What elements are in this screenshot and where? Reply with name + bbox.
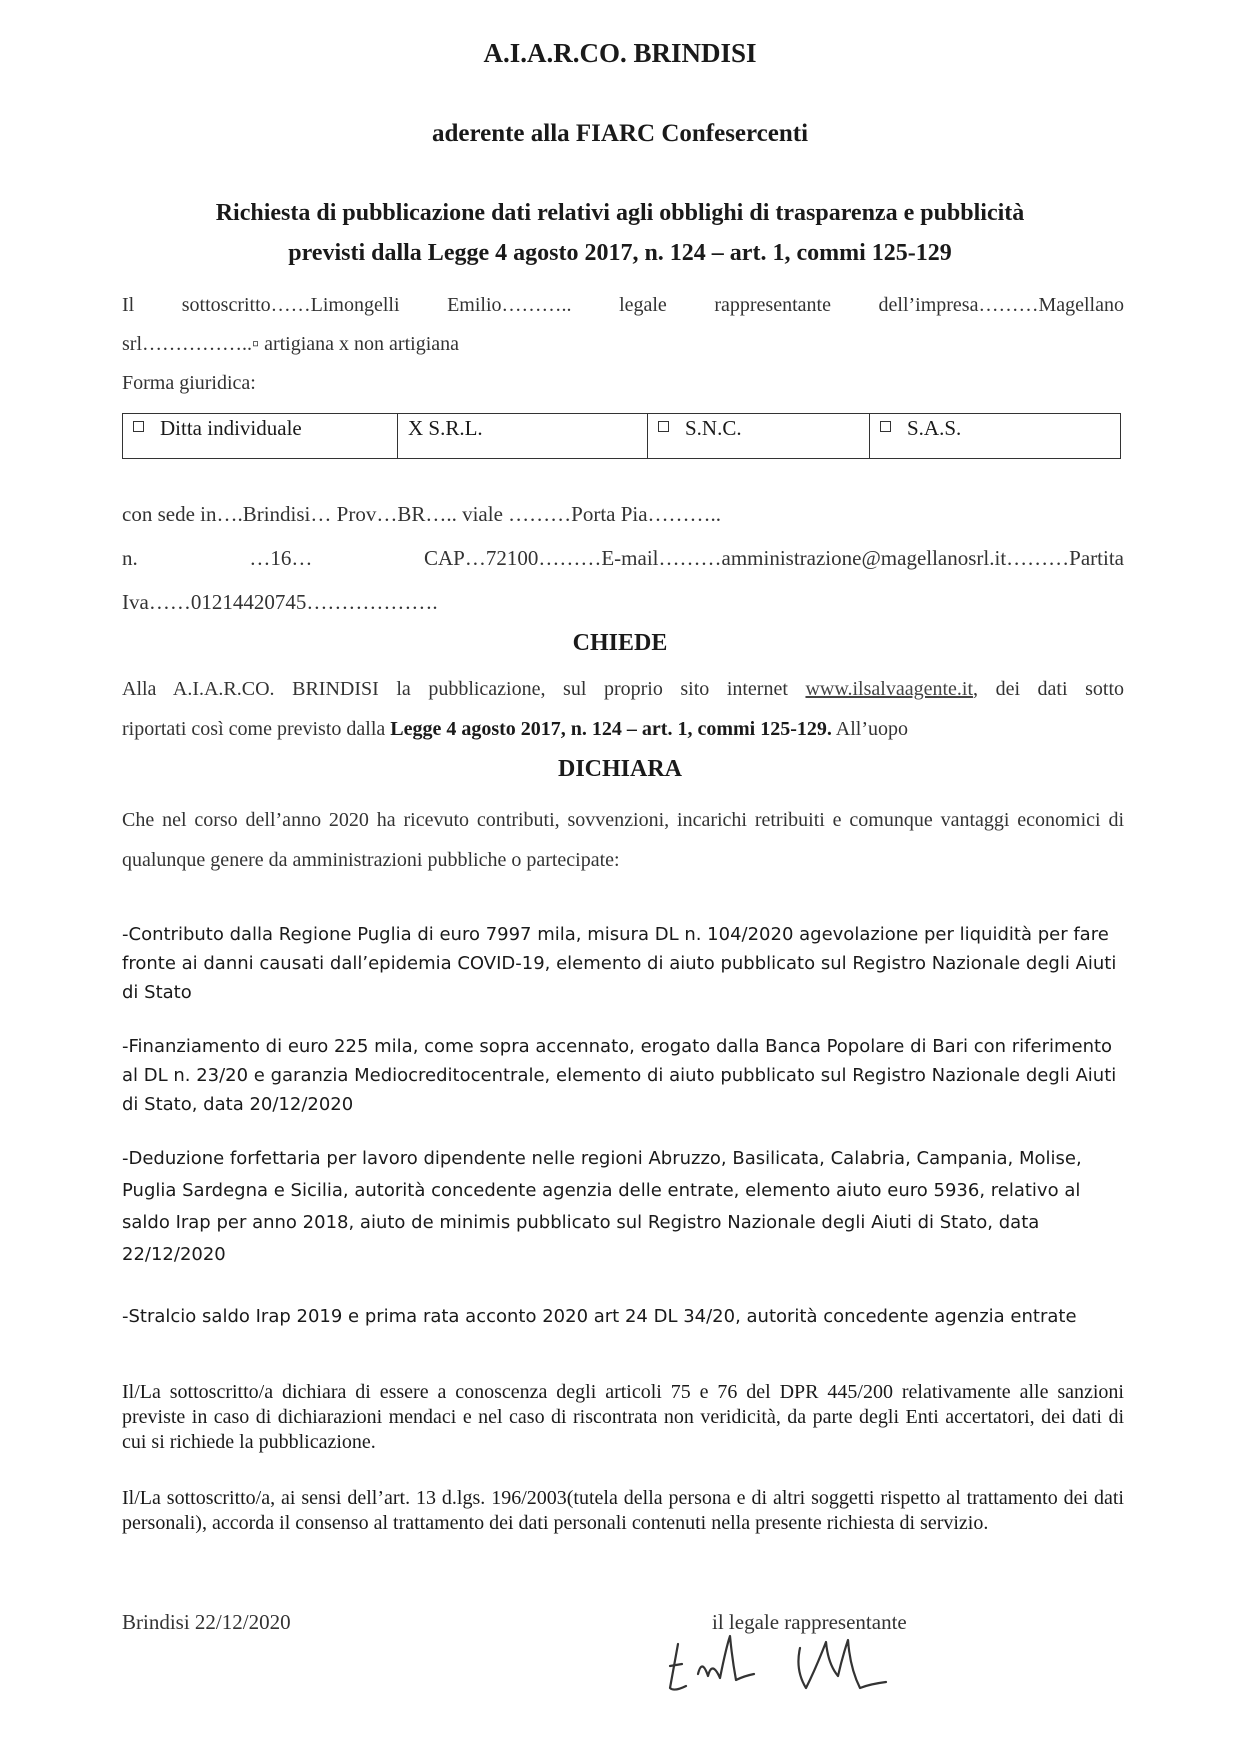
handwritten-signature <box>650 1618 950 1708</box>
dichiara-intro: Che nel corso dell’anno 2020 ha ricevuto contributi, sovvenzioni, incarichi retribuiti e comunque vantaggi economici di qualunque genere da amministrazioni pubbliche o partecipate: <box>122 809 1124 871</box>
chiede-text-b: , dei dati sotto <box>973 678 1124 700</box>
legal-form-snc: S.N.C. <box>685 416 742 440</box>
request-title-line2: previsti dalla Legge 4 agosto 2017, n. 124 – art. 1, commi 125-129 <box>288 240 952 266</box>
place-date: Brindisi 22/12/2020 <box>122 1610 291 1634</box>
request-title-line1: Richiesta di pubblicazione dati relativi agli obblighi di trasparenza e pubblicità <box>215 200 1025 226</box>
checkbox-icon <box>880 421 891 432</box>
legal-form-srl: X S.R.L. <box>408 416 483 440</box>
chiede-text-c: riportati così come previsto dalla <box>122 718 391 740</box>
contact-line: n. …16… CAP…72100………E-mail………amministrazione@magellanosrl.it………Partita <box>122 546 1124 570</box>
checkbox-icon <box>133 421 144 432</box>
aid-item-4: -Stralcio saldo Irap 2019 e prima rata acconto 2020 art 24 DL 34/20, autorità concedente agenzia entrate <box>122 1306 1077 1327</box>
legal-form-cell <box>123 414 398 458</box>
law-reference: Legge 4 agosto 2017, n. 124 – art. 1, commi 125-129. <box>390 718 832 740</box>
legal-form-ditta: Ditta individuale <box>160 416 302 440</box>
website-link[interactable]: www.ilsalvaagente.it <box>805 678 974 700</box>
legal-form-table <box>122 413 1121 459</box>
chiede-text-d: All’uopo <box>831 718 909 740</box>
legal-form-cell <box>398 414 648 458</box>
chiede-heading: CHIEDE <box>572 630 668 656</box>
declaration-paragraph: Il/La sottoscritto/a dichiara di essere a conoscenza degli articoli 75 e 76 del DPR 445/200 relativamente alle sanzioni previste in caso di dichiarazioni mendaci e nel caso di riscontrata non veridicità, da parte degli Enti accertatori, dei dati di cui si richiede la pubblicazione. <box>122 1381 1124 1453</box>
legal-form-cell <box>648 414 870 458</box>
signature-label: il legale rappresentante <box>712 1610 907 1634</box>
aid-item-3: -Deduzione forfettaria per lavoro dipendente nelle regioni Abruzzo, Basilicata, Calabria, Campania, Molise, Puglia Sardegna e Sicilia, autorità concedente agenzia delle entrate, elemento aiuto euro 5936, relativo al saldo Irap per anno 2018, aiuto de minimis pubblicato sul Registro Nazionale degli Aiuti di Stato, data 22/12/2020 <box>122 1148 1082 1265</box>
legal-form-cell <box>870 414 1120 458</box>
forma-giuridica-label: Forma giuridica: <box>122 372 256 394</box>
legal-form-sas: S.A.S. <box>907 416 962 440</box>
signatory-line: Il sottoscritto……Limongelli Emilio……….. legale rappresentante dell’impresa………Magellano <box>122 294 1124 316</box>
aid-item-2: -Finanziamento di euro 225 mila, come sopra accennato, erogato dalla Banca Popolare di Bari con riferimento al DL n. 23/20 e garanzia Mediocreditocentrale, elemento di aiuto pubblicato sul Registro Nazionale degli Aiuti di Stato, data 20/12/2020 <box>122 1036 1117 1115</box>
company-type-line: srl……………..▫ artigiana x non artigiana <box>122 333 460 355</box>
chiede-text-a: Alla A.I.A.R.CO. BRINDISI la pubblicazione, sul proprio sito internet <box>122 678 806 700</box>
affiliation: aderente alla FIARC Confesercenti <box>431 120 809 147</box>
privacy-consent-paragraph: Il/La sottoscritto/a, ai sensi dell’art. 13 d.lgs. 196/2003(tutela della persona e di altri soggetti rispetto al trattamento dei dati personali), accorda il consenso al trattamento dei dati personali contenuti nella presente richiesta di servizio. <box>122 1487 1124 1534</box>
vat-line: Iva……01214420745………………. <box>122 590 438 614</box>
org-title: A.I.A.R.CO. BRINDISI <box>483 38 757 68</box>
chiede-text-line1 <box>122 678 1124 701</box>
dichiara-heading: DICHIARA <box>557 756 682 782</box>
chiede-text-line2 <box>122 718 908 741</box>
address-line: con sede in….Brindisi… Prov…BR….. viale ………Porta Pia……….. <box>122 502 722 526</box>
checkbox-icon <box>658 421 669 432</box>
aid-item-1: -Contributo dalla Regione Puglia di euro 7997 mila, misura DL n. 104/2020 agevolazione per liquidità per fare fronte ai danni causati dall’epidemia COVID-19, elemento di aiuto pubblicato sul Registro Nazionale degli Aiuti di Stato <box>122 924 1117 1003</box>
